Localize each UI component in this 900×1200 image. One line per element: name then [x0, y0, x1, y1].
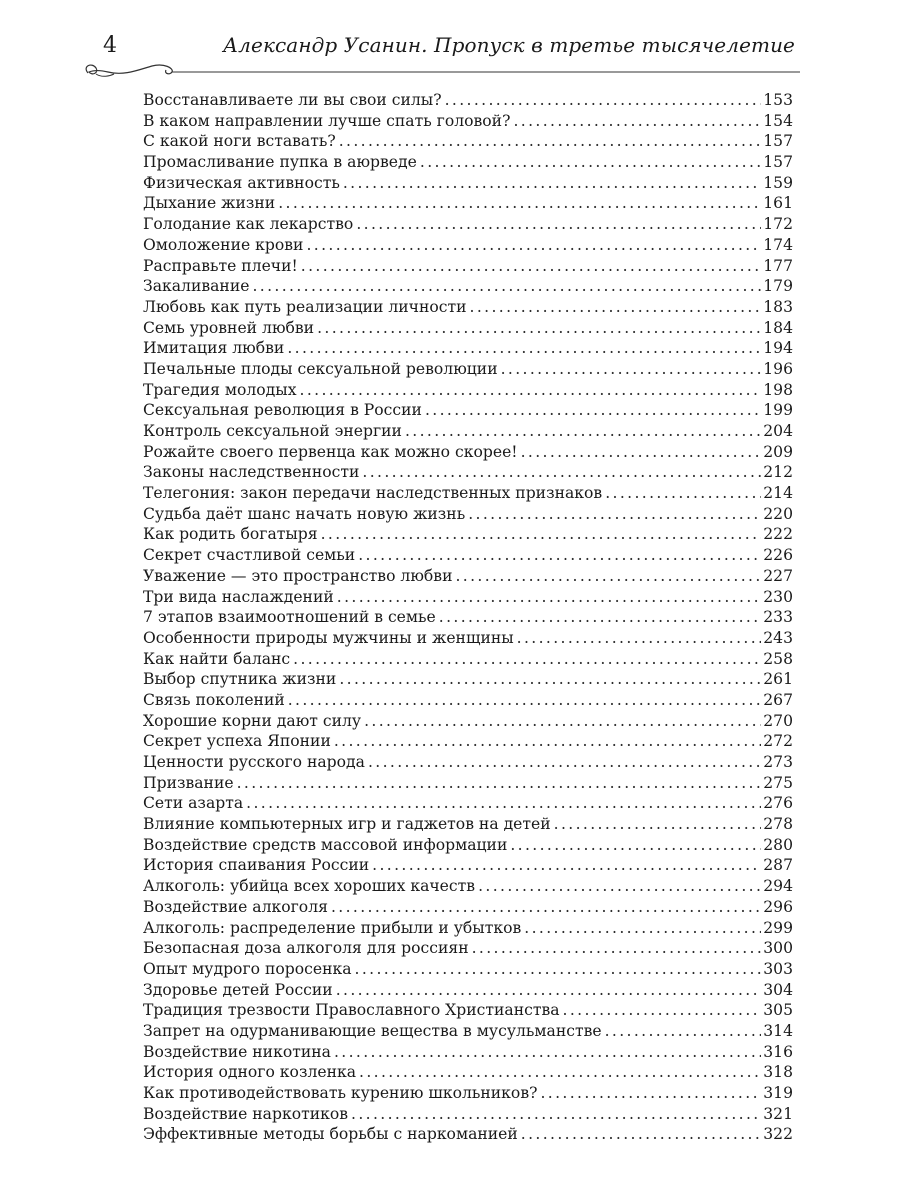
toc-entry	[143, 1104, 793, 1125]
toc-entry-page-number: 272	[763, 732, 793, 751]
toc-entry	[143, 193, 793, 214]
toc-entry-page-number: 226	[763, 546, 793, 565]
toc-entry-title: Хорошие корни дают силу	[143, 711, 362, 730]
toc-entry	[143, 980, 793, 1001]
toc-entry	[143, 959, 793, 980]
dot-leader	[336, 980, 762, 1001]
toc-entry-title: Физическая активность	[143, 173, 340, 192]
toc-entry	[143, 835, 793, 856]
dot-leader	[513, 111, 761, 132]
toc-entry	[143, 276, 793, 297]
dot-leader	[246, 793, 761, 814]
toc-entry	[143, 359, 793, 380]
dot-leader	[278, 193, 761, 214]
dot-leader	[287, 338, 761, 359]
toc-entry	[143, 607, 793, 628]
dot-leader	[351, 1104, 761, 1125]
toc-entry-page-number: 299	[763, 918, 793, 937]
dot-leader	[425, 400, 761, 421]
toc-entry-page-number: 304	[763, 980, 793, 999]
toc-entry	[143, 731, 793, 752]
toc-entry-page-number: 276	[763, 794, 793, 813]
running-title: Александр Усанин. Пропуск в третье тысячелетие	[222, 33, 795, 57]
toc-entry-title: Имитация любви	[143, 339, 285, 358]
toc-entry	[143, 256, 793, 277]
toc-entry-page-number: 319	[763, 1084, 793, 1102]
toc-entry-page-number: 183	[763, 297, 793, 316]
dot-leader	[470, 297, 762, 318]
toc-entry-title: Семь уровней любви	[143, 318, 315, 337]
dot-leader	[339, 669, 761, 690]
dot-leader	[288, 690, 762, 711]
toc-entry-title: Безопасная доза алкоголя для россиян	[143, 939, 469, 958]
dot-leader	[301, 256, 761, 277]
toc-entry-page-number: 212	[763, 463, 793, 482]
toc-entry-title: Связь поколений	[143, 690, 285, 709]
toc-entry-title: Воздействие средств массовой информации	[143, 835, 508, 854]
dot-leader	[334, 731, 761, 752]
flourish-ornament-icon	[76, 56, 800, 84]
toc-entry-title: Запрет на одурманивающие вещества в мусульманстве	[143, 1021, 602, 1040]
toc-entry-page-number: 159	[763, 173, 793, 192]
toc-entry	[143, 690, 793, 711]
header-flourish-rule	[76, 56, 800, 84]
toc-entry-title: 7 этапов взаимоотношений в семье	[143, 608, 436, 627]
toc-entry-title: Восстанавливаете ли вы свои силы?	[143, 91, 442, 109]
toc-entry-page-number: 172	[763, 215, 793, 234]
toc-entry	[143, 318, 793, 339]
toc-entry-title: Как родить богатыря	[143, 525, 318, 544]
dot-leader	[343, 173, 761, 194]
dot-leader	[478, 876, 761, 897]
toc-entry-page-number: 287	[763, 856, 793, 875]
toc-entry-title: Традиция трезвости Православного Христианства	[143, 1001, 560, 1020]
toc-entry-page-number: 184	[763, 318, 793, 337]
toc-entry	[143, 235, 793, 256]
toc-entry-page-number: 243	[763, 628, 793, 647]
toc-entry-title: Призвание	[143, 773, 234, 792]
dot-leader	[563, 1000, 762, 1021]
toc-entry-title: Сети азарта	[143, 794, 244, 813]
dot-leader	[252, 276, 761, 297]
toc-entry-page-number: 214	[763, 484, 793, 503]
toc-entry-title: Опыт мудрого поросенка	[143, 959, 352, 978]
toc-entry-title: Воздействие наркотиков	[143, 1104, 349, 1123]
toc-entry-title: Судьба даёт шанс начать новую жизнь	[143, 504, 466, 523]
toc-entry	[143, 876, 793, 897]
toc-entry	[143, 421, 793, 442]
dot-leader	[420, 152, 761, 173]
toc-entry-title: Алкоголь: распределение прибыли и убытков	[143, 918, 522, 937]
dot-leader	[356, 214, 761, 235]
toc-entry-page-number: 227	[763, 566, 793, 585]
toc-entry-title: Алкоголь: убийца всех хороших качеств	[143, 877, 476, 896]
dot-leader	[605, 483, 761, 504]
dot-leader	[501, 359, 762, 380]
dot-leader	[521, 442, 762, 463]
toc-entry	[143, 152, 793, 173]
toc-entry-title: Воздействие никотина	[143, 1042, 331, 1061]
dot-leader	[468, 504, 761, 525]
toc-entry-page-number: 261	[763, 670, 793, 689]
toc-entry	[143, 628, 793, 649]
toc-entry-page-number: 157	[763, 153, 793, 172]
dot-leader	[605, 1021, 762, 1042]
toc-entry-title: Выбор спутника жизни	[143, 670, 337, 689]
toc-entry-title: Закаливание	[143, 277, 250, 296]
toc-entry	[143, 214, 793, 235]
toc-entry	[143, 131, 793, 152]
dot-leader	[540, 1083, 761, 1104]
toc-entry	[143, 297, 793, 318]
toc-entry-title: Три вида наслаждений	[143, 587, 334, 606]
toc-entry	[143, 442, 793, 463]
toc-entry	[143, 338, 793, 359]
toc-entry-title: Трагедия молодых	[143, 380, 297, 399]
toc-entry	[143, 111, 793, 132]
toc-entry-title: Как найти баланс	[143, 649, 291, 668]
toc-entry-title: Как противодействовать курению школьников?	[143, 1084, 538, 1102]
dot-leader	[355, 959, 762, 980]
dot-leader	[524, 918, 761, 939]
toc-entry-page-number: 273	[763, 753, 793, 771]
toc-entry	[143, 1021, 793, 1042]
toc-entry-page-number: 275	[763, 773, 793, 792]
toc-entry	[143, 711, 793, 732]
toc-entry-page-number: 316	[763, 1042, 793, 1061]
dot-leader	[510, 835, 761, 856]
toc-entry-page-number: 321	[763, 1104, 793, 1123]
toc-entry-page-number: 233	[763, 608, 793, 627]
toc-entry	[143, 918, 793, 939]
toc-entry-page-number: 209	[763, 442, 793, 461]
dot-leader	[364, 711, 761, 732]
toc-entry-title: Законы наследственности	[143, 463, 360, 482]
toc-entry-page-number: 174	[763, 235, 793, 254]
toc-entry-page-number: 294	[763, 877, 793, 896]
dot-leader	[362, 462, 761, 483]
toc-entry-title: Промасливание пупка в аюрведе	[143, 153, 417, 172]
dot-leader	[405, 421, 761, 442]
toc-entry	[143, 752, 793, 773]
dot-leader	[439, 607, 761, 628]
toc-entry-page-number: 194	[763, 339, 793, 358]
dot-leader	[306, 235, 761, 256]
toc-entry	[143, 773, 793, 794]
toc-entry	[143, 400, 793, 421]
dot-leader	[339, 131, 762, 152]
toc-entry	[143, 90, 793, 111]
dot-leader	[445, 90, 762, 111]
toc-entry	[143, 524, 793, 545]
dot-leader	[554, 814, 762, 835]
toc-entry	[143, 380, 793, 401]
dot-leader	[372, 855, 761, 876]
toc-entry-page-number: 230	[763, 587, 793, 606]
toc-entry-page-number: 303	[763, 959, 793, 978]
toc-entry-page-number: 199	[763, 401, 793, 420]
toc-entry	[143, 649, 793, 670]
toc-entry	[143, 462, 793, 483]
dot-leader	[334, 1042, 761, 1063]
toc-entry-page-number: 296	[763, 897, 793, 916]
dot-leader	[521, 1124, 761, 1145]
toc-entry	[143, 545, 793, 566]
table-of-contents	[143, 90, 793, 1145]
toc-entry	[143, 938, 793, 959]
toc-entry	[143, 504, 793, 525]
toc-entry-title: Секрет счастливой семьи	[143, 546, 356, 565]
toc-entry-page-number: 258	[763, 649, 793, 668]
toc-entry-page-number: 157	[763, 132, 793, 151]
toc-entry	[143, 814, 793, 835]
toc-entry	[143, 483, 793, 504]
dot-leader	[317, 318, 761, 339]
toc-entry-title: Уважение — это пространство любви	[143, 566, 453, 585]
toc-entry-page-number: 305	[763, 1001, 793, 1020]
toc-entry-page-number: 314	[763, 1021, 793, 1040]
dot-leader	[321, 524, 762, 545]
toc-entry	[143, 1042, 793, 1063]
dot-leader	[359, 1062, 761, 1083]
toc-entry-page-number: 153	[763, 91, 793, 109]
page-number: 4	[103, 33, 117, 58]
toc-entry-title: Сексуальная революция в России	[143, 401, 422, 420]
dot-leader	[293, 649, 761, 670]
toc-entry-page-number: 204	[763, 422, 793, 440]
toc-entry-title: Ценности русского народа	[143, 753, 365, 771]
toc-entry	[143, 173, 793, 194]
toc-entry-page-number: 177	[763, 256, 793, 275]
toc-entry-page-number: 278	[763, 815, 793, 834]
toc-entry-title: Голодание как лекарство	[143, 215, 354, 234]
toc-entry-page-number: 300	[763, 939, 793, 958]
dot-leader	[237, 773, 762, 794]
toc-entry-title: Телегония: закон передачи наследственных признаков	[143, 484, 603, 503]
dot-leader	[368, 752, 761, 773]
toc-entry-title: История одного козленка	[143, 1063, 357, 1082]
toc-entry-title: В каком направлении лучше спать головой?	[143, 111, 511, 130]
toc-entry-page-number: 318	[763, 1063, 793, 1082]
toc-entry-title: С какой ноги вставать?	[143, 132, 336, 151]
dot-leader	[472, 938, 762, 959]
toc-entry-page-number: 222	[763, 525, 793, 544]
toc-entry	[143, 1062, 793, 1083]
toc-entry-page-number: 270	[763, 711, 793, 730]
dot-leader	[337, 587, 761, 608]
toc-entry-page-number: 322	[763, 1125, 793, 1144]
toc-entry	[143, 669, 793, 690]
toc-entry-page-number: 196	[763, 359, 793, 378]
dot-leader	[358, 545, 761, 566]
toc-entry-page-number: 154	[763, 111, 793, 130]
toc-entry-title: Здоровье детей России	[143, 980, 333, 999]
toc-entry-title: Контроль сексуальной энергии	[143, 422, 402, 440]
dot-leader	[517, 628, 762, 649]
dot-leader	[455, 566, 761, 587]
toc-entry-title: Рожайте своего первенца как можно скорее!	[143, 442, 518, 461]
dot-leader	[331, 897, 761, 918]
toc-entry-title: История спаивания России	[143, 856, 370, 875]
toc-entry-title: Любовь как путь реализации личности	[143, 297, 467, 316]
toc-entry-page-number: 198	[763, 380, 793, 399]
toc-entry	[143, 587, 793, 608]
toc-entry-title: Расправьте плечи!	[143, 256, 298, 275]
toc-entry-title: Омоложение крови	[143, 235, 304, 254]
toc-entry-title: Секрет успеха Японии	[143, 732, 331, 751]
toc-entry-title: Эффективные методы борьбы с наркоманией	[143, 1125, 518, 1144]
toc-entry	[143, 566, 793, 587]
toc-entry-page-number: 179	[763, 277, 793, 296]
toc-entry	[143, 1124, 793, 1145]
toc-entry	[143, 793, 793, 814]
toc-entry	[143, 1000, 793, 1021]
toc-entry	[143, 897, 793, 918]
toc-entry-page-number: 267	[763, 690, 793, 709]
toc-entry-page-number: 220	[763, 504, 793, 523]
toc-entry-title: Особенности природы мужчины и женщины	[143, 628, 514, 647]
toc-entry	[143, 1083, 793, 1104]
toc-entry-page-number: 161	[763, 194, 793, 213]
toc-entry-title: Влияние компьютерных игр и гаджетов на детей	[143, 815, 551, 834]
toc-entry-page-number: 280	[763, 835, 793, 854]
dot-leader	[300, 380, 762, 401]
toc-entry-title: Воздействие алкоголя	[143, 897, 328, 916]
toc-entry	[143, 855, 793, 876]
toc-entry-title: Печальные плоды сексуальной революции	[143, 359, 498, 378]
toc-entry-title: Дыхание жизни	[143, 194, 276, 213]
